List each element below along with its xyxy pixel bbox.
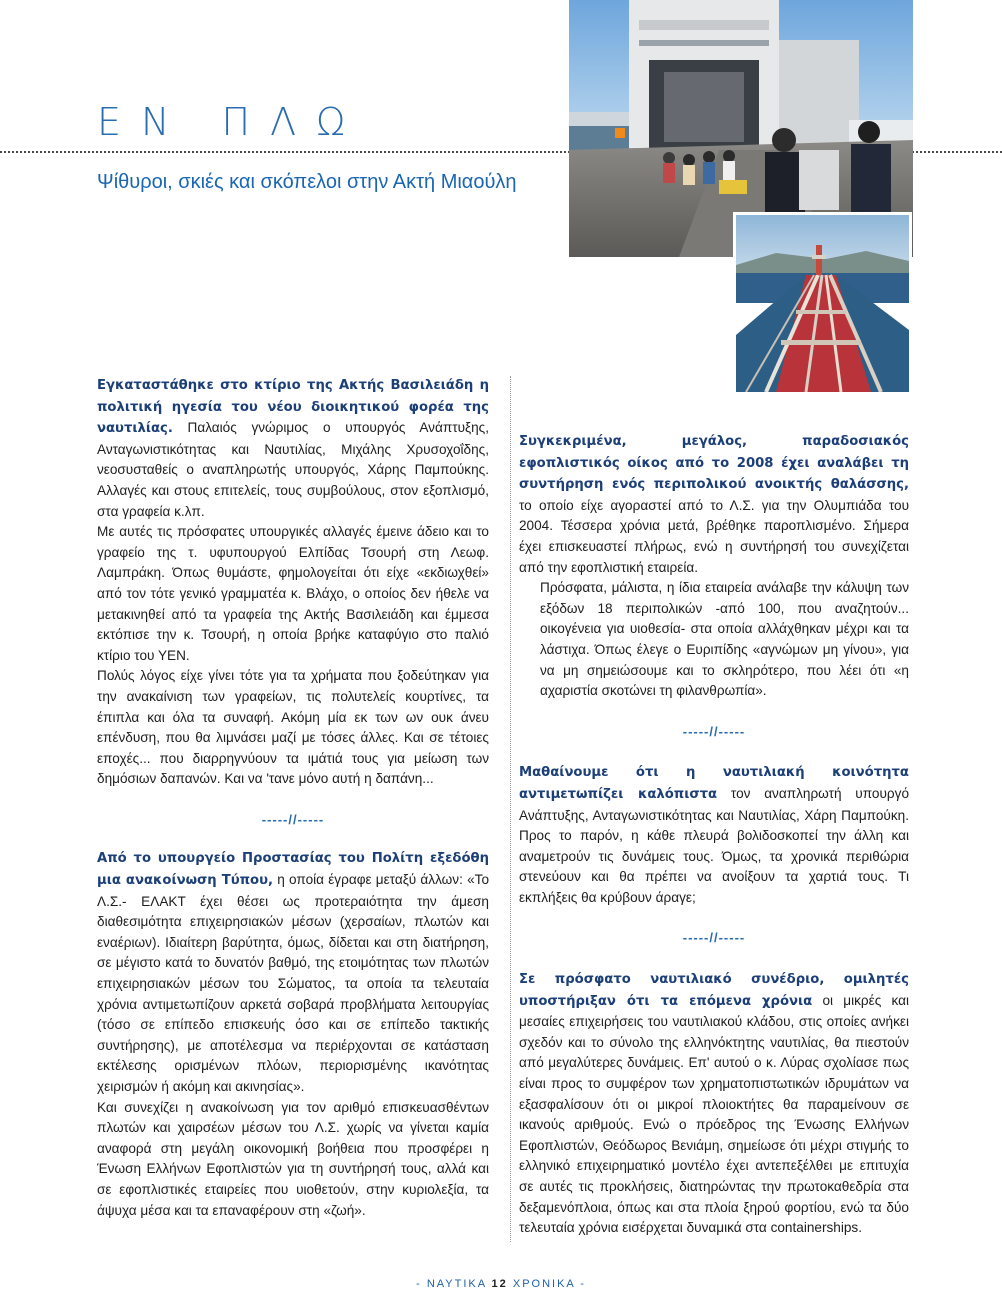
section-title: ΕΝ ΠΛΩ bbox=[97, 100, 366, 144]
footer-right-text: ΧΡΟΝΙΚΑ - bbox=[512, 1278, 586, 1290]
page-subtitle: Ψίθυροι, σκιές και σκόπελοι στην Ακτή Μιαούλη bbox=[97, 171, 517, 193]
article-item-3 bbox=[519, 431, 909, 578]
tanker-deck-photo-icon bbox=[736, 215, 909, 392]
item-body: Παλαιός γνώριμος ο υπουργός Ανάπτυξης, Ανταγωνιστικότητας και Ναυτιλίας, Μιχάλης Χρυσοχοΐδης, νεοσυσταθείς ο αναπληρωτής υπουργός, Χάρης Παμπούκης. Αλλαγές και στους επιτελείς, τους συμβούλους, στον εξοπλισμό, στα γραφεία κ.λπ. bbox=[97, 420, 489, 519]
item-separator: -----//----- bbox=[261, 811, 325, 827]
item-body: τον αναπληρωτή υπουργό Ανάπτυξης, Ανταγωνιστικότητας και Ναυτιλίας, Χάρη Παμπούκη. Προς το παρόν, η κάθε πλευρά βολιδοσκοπεί την άλλη και αναμετρούν τις δυνάμεις τους. Όμως, τα χρονικά περιθώρια στενεύουν και θα πρέπει να ανοίξουν τα χαρτιά τους. Τι εκπλήξεις θα κρύβουν άραγε; bbox=[519, 785, 910, 905]
article-item-1 bbox=[97, 375, 489, 522]
item-lead: Εγκαταστάθηκε στο κτίριο της Ακτής Βασιλειάδη η πολιτική ηγεσία του νέου διοικητικού φορέα της ναυτιλίας. bbox=[97, 378, 489, 437]
right-column bbox=[519, 431, 909, 1239]
item-separator: -----//----- bbox=[682, 723, 746, 739]
page-footer bbox=[0, 1278, 1002, 1290]
item-body: το οποίο είχε αγοραστεί από το Λ.Σ. για την Ολυμπιάδα του 2004. Τέσσερα χρόνια μετά, βρέθηκε παροπλισμένο. Σήμερα έχει επισκευαστεί πλήρως, ενώ η συντήρησή του συνεχίζεται από την εφοπλιστική εταιρεία. bbox=[519, 497, 909, 575]
item-body: οι μικρές και μεσαίες επιχειρήσεις του ναυτιλιακού κλάδου, στις οποίες ανήκει σχεδόν και το σύνολο της ελληνόκτητης ναυτιλίας, θα πιεστούν από μεγαλύτερες δυνάμεις. Επ' αυτού ο κ. Λύρας σχολίασε πως είναι προς το συμφέρον των χρηματοπιστωτικών ιδρυμάτων να εξασφαλίσουν ότι οι μικροί πλοιοκτήτες θα παραμείνουν σε ικανούς αριθμούς. Ενώ ο πρόεδρος της Ένωσης Ελλήνων Εφοπλιστών, Θεόδωρος Βενιάμη, σημείωσε ότι μέχρι στιγμής το ελληνικό επιχειρηματικό μοντέλο έχει αντεπεξέλθει με επιτυχία σε αυτές τις προκλήσεις, διατηρώντας την πρωτοκαθεδρία στα δεξαμενόπλοια, όπως και στα πλοία ξηρού φορτίου, ενώ τα δύο τελευταία χρόνια εισέρχεται δυναμικά στα containerships. bbox=[519, 992, 909, 1236]
column-divider bbox=[510, 376, 511, 1242]
item-body: η οποία έγραφε μεταξύ άλλων: «Το Λ.Σ.- ΕΛΑΚΤ έχει θέσει ως προτεραιότητα την άμεση διαθεσιμότητα επιχειρησιακών μέσων (χερσαίων, πλωτών και εναέριων). Ιδιαίτερη βαρύτητα, όμως, δίδεται και στη διατήρηση, σε μέγιστο κατά το δυνατόν βαθμό, της ετοιμότητας των πλωτών επιχειρησιακών μέσων του Σώματος, τα οποία τα τελευταία χρόνια αντιμετωπίζουν αρκετά σοβαρά προβλήματα λειτουργίας (τόσο σε επίπεδο επισκευής όσο και σε επίπεδο τακτικής συντήρησης), με αποτέλεσμα να περιέρχονται σε κατάσταση εκτέλεσης ορισμένων πλόων, περιορισμένης ικανότητας χειρισμών ή ακόμη και ακινησίας». bbox=[97, 872, 490, 1094]
item-lead: Σε πρόσφατο ναυτιλιακό συνέδριο, ομιλητές υποστήριξαν ότι τα επόμενα χρόνια bbox=[519, 972, 909, 1009]
item-paragraph: Πολύς λόγος είχε γίνει τότε για τα χρήματα που ξοδεύτηκαν για την ανακαίνιση των γραφείων, τις πολυτελείς κουρτίνες, τα έπιπλα και όλα τα συναφή. Ακόμη μία εκ των ων ουκ άνευ επένδυση, που θα λιμνάσει μαζί με τόσες άλλες. Και σε τέτοιες εποχές... που διαρρηγνύουν τα ιμάτιά τους για μείωση των δημόσιων δαπανών. Και να 'τανε μόνο αυτή η δαπάνη... bbox=[97, 668, 489, 787]
article-item-5 bbox=[519, 969, 909, 1239]
item-paragraph: Και συνεχίζει η ανακοίνωση για τον αριθμό επισκευασθέντων πλωτών και χαιρσέων μέσων του Λ.Σ. χωρίς να γίνεται καμία αναφορά στη μεγάλη οικονομική βοήθεια που προσφέρει η Ένωση Ελλήνων Εφοπλιστών για τη συντήρησή τους, αλλά και σε εφοπλιστικές εταιρείες που υιοθετούν, στην κυριολεξία, τα άψυχα μέσα και τα επαναφέρουν στη «ζωή». bbox=[97, 1099, 489, 1218]
footer-left-text: - ΝΑΥΤΙΚΑ bbox=[416, 1278, 487, 1290]
item-lead: Από το υπουργείο Προστασίας του Πολίτη εξεδόθη μια ανακοίνωση Τύπου, bbox=[97, 851, 489, 889]
article-item-2 bbox=[97, 848, 489, 1097]
item-paragraph: Πρόσφατα, μάλιστα, η ίδια εταιρεία ανάλαβε την κάλυψη των εξόδων 18 περιπολικών -από 100, που αναζητούν... οικογένεια για υιοθεσία- στα οποία αλλάχθηκαν μέχρι και τα λάστιχα. Όπως έλεγε ο Ευριπίδης «αγνώμων μη γίνου», για να μη σημειώσουμε και το σκληρότερο, που λέει ότι «η αχαριστία σκοτώνει τη φιλανθρωπία». bbox=[540, 580, 909, 699]
article-item-4 bbox=[519, 762, 909, 908]
tanker-deck-photo bbox=[736, 215, 909, 392]
left-column bbox=[97, 375, 489, 1221]
item-lead: Συγκεκριμένα, μεγάλος, παραδοσιακός εφοπλιστικός οίκος από το 2008 έχει αναλάβει τη συντήρηση ενός περιπολικού ανοικτής θαλάσσης, bbox=[519, 434, 909, 493]
item-lead: Μαθαίνουμε ότι η ναυτιλιακή κοινότητα αντιμετωπίζει καλόπιστα bbox=[519, 765, 909, 802]
item-paragraph: Με αυτές τις πρόσφατες υπουργικές αλλαγές έμεινε άδειο και το γραφείο της τ. υφυπουργού Ελπίδας Τσουρή στη Λεωφ. Λαμπράκη. Όπως θυμάστε, φημολογείται ότι είχε «εκδιωχθεί» από τον τότε γενικό γραμματέα κ. Βλάχο, ο οποίος δεν ήθελε να μετακινηθεί από τα γραφεία της Ακτής Βασιλειάδη και έμμεσα εκτόπισε την κ. Τσουρή, η οποία βρήκε καταφύγιο στο παλιό κτίριο του ΥΕΝ. bbox=[97, 524, 489, 663]
page-number: 12 bbox=[491, 1278, 508, 1290]
item-separator: -----//----- bbox=[682, 930, 746, 946]
